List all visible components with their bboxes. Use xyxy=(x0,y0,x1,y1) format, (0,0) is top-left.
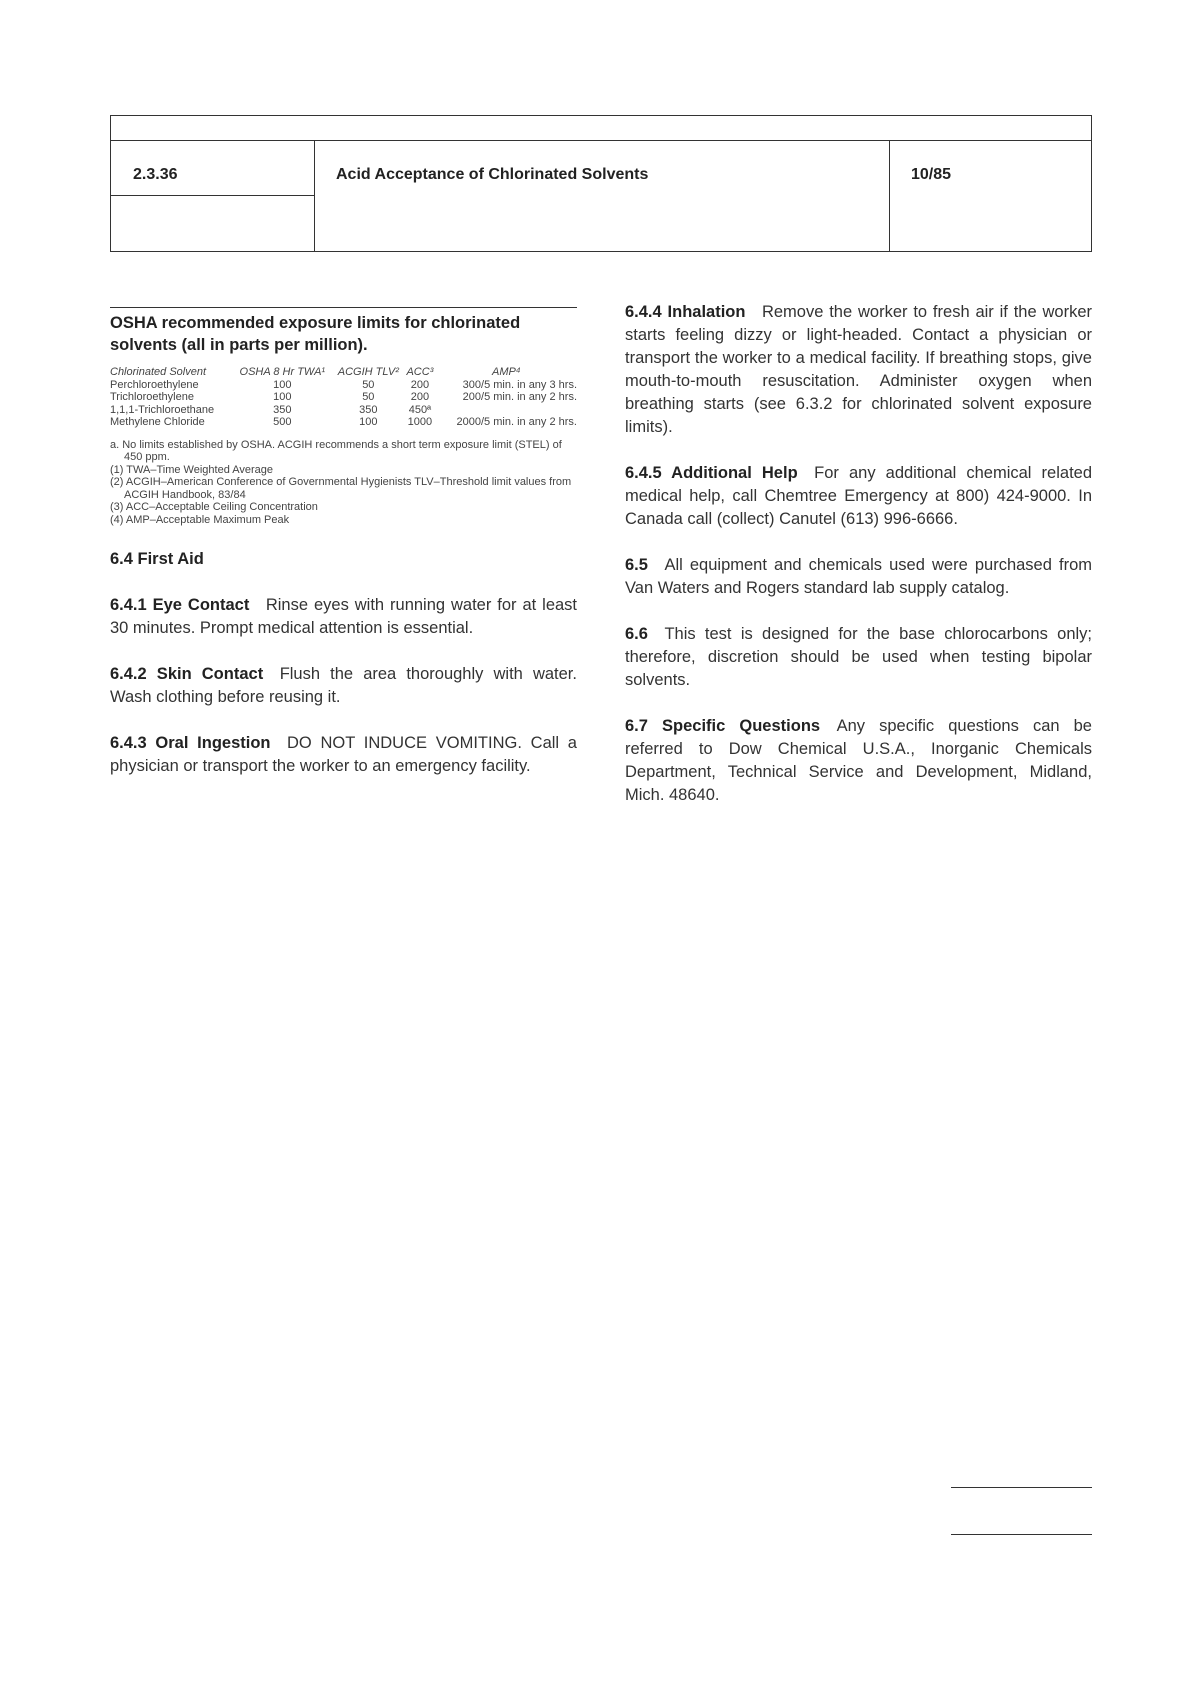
section-number: 2.3.36 xyxy=(133,166,178,183)
section-paragraph xyxy=(625,301,1092,439)
section-text: Flush the area thoroughly with water. Wash clothing before reusing it. xyxy=(110,665,577,706)
table-row xyxy=(110,416,577,429)
right-column xyxy=(625,301,1092,830)
table-cell: 500 xyxy=(273,416,292,428)
table-cell: Trichloroethylene xyxy=(110,391,194,403)
section-paragraph xyxy=(625,554,1092,600)
table-cell: 300/5 min. in any 3 hrs. xyxy=(462,378,577,391)
section-paragraph xyxy=(625,623,1092,692)
section-heading: 6.4.1 Eye Contact xyxy=(110,596,250,614)
table-cell: 350 xyxy=(359,403,378,416)
table-cell: 200 xyxy=(410,378,430,391)
table-cell: 1,1,1-Trichloroethane xyxy=(110,403,215,416)
table-cell: 200/5 min. in any 2 hrs. xyxy=(462,391,577,403)
table-cell: 100 xyxy=(359,416,378,428)
column-header: Chlorinated Solvent xyxy=(110,366,207,378)
table-cell: 50 xyxy=(362,378,375,391)
column-header: ACC³ xyxy=(406,366,434,378)
footnote: (2) ACGIH–American Conference of Governmental Hygienists TLV–Threshold limit values from ACGIH Handbook, 83/84 xyxy=(110,476,572,501)
section-heading: 6.5 xyxy=(625,556,648,574)
table-cell: 1000 xyxy=(407,416,433,428)
table-cell: 100 xyxy=(273,378,292,391)
section-text: All equipment and chemicals used were purchased from Van Waters and Rogers standard lab supply catalog. xyxy=(625,556,1092,597)
table-row xyxy=(110,404,577,417)
section-text: For any additional chemical related medical help, call Chemtree Emergency at 800) 424-9000. In Canada call (collect) Canutel (613) 996-6666. xyxy=(625,464,1093,528)
section-heading: 6.4.3 Oral Ingestion xyxy=(110,734,271,752)
table-cell: 50 xyxy=(362,391,375,403)
table-row xyxy=(110,391,577,404)
left-column xyxy=(110,307,577,801)
section-text: Rinse eyes with running water for at least 30 minutes. Prompt medical attention is essential. xyxy=(110,596,578,637)
table-cell: 100 xyxy=(273,391,292,403)
table-cell: 2000/5 min. in any 2 hrs. xyxy=(456,416,577,428)
footer-rule xyxy=(951,1534,1092,1535)
section-paragraph xyxy=(110,663,577,709)
table-cell: 200 xyxy=(410,391,430,403)
section-heading: 6.6 xyxy=(625,625,648,643)
column-header: OSHA 8 Hr TWA¹ xyxy=(239,366,326,378)
header-box xyxy=(110,115,1092,252)
table-cell: 450ª xyxy=(408,403,432,416)
table-footnotes xyxy=(110,439,577,527)
footnote: a. No limits established by OSHA. ACGIH recommends a short term exposure limit (STEL) of 450 ppm. xyxy=(110,438,562,463)
section-text: This test is designed for the base chlorocarbons only; therefore, discretion should be used when testing bipolar solvents. xyxy=(625,625,1092,689)
table-row xyxy=(110,379,577,392)
section-text: Remove the worker to fresh air if the worker starts feeling dizzy or light-headed. Contact a physician or transport the worker to a medical facility. If breathing stops, give mouth-to-mouth resuscitation. Administer oxygen when breathing starts (see 6.3.2 for chlorinated solvent exposure limits). xyxy=(625,303,1092,436)
table-cell: Methylene Chloride xyxy=(110,416,205,428)
table-cell: Perchloroethylene xyxy=(110,378,199,391)
section-text: DO NOT INDUCE VOMITING. Call a physician or transport the worker to an emergency facility. xyxy=(110,734,577,775)
column-header: ACGIH TLV² xyxy=(337,366,399,378)
section-text: Any specific questions can be referred to Dow Chemical U.S.A., Inorganic Chemicals Department, Technical Service and Development, Midland, Mich. 48640. xyxy=(625,717,1092,804)
column-header: AMP⁴ xyxy=(492,366,521,378)
section-paragraph xyxy=(110,732,577,778)
document-title: Acid Acceptance of Chlorinated Solvents xyxy=(336,166,649,183)
section-paragraph xyxy=(625,462,1092,531)
section-paragraph xyxy=(110,594,577,640)
footnote: (3) ACC–Acceptable Ceiling Concentration xyxy=(110,501,318,513)
table-cell xyxy=(436,404,577,417)
section-heading: 6.4.4 Inhalation xyxy=(625,303,746,321)
table-cell: 350 xyxy=(273,403,292,416)
table-title: OSHA recommended exposure limits for chlorinated solvents (all in parts per million). xyxy=(110,307,577,356)
section-heading: 6.4.2 Skin Contact xyxy=(110,665,264,683)
section-heading: 6.7 Specific Questions xyxy=(625,717,821,735)
document-date: 10/85 xyxy=(911,166,952,183)
footnote: (1) TWA–Time Weighted Average xyxy=(110,463,274,476)
exposure-limits-table xyxy=(110,366,577,429)
section-heading: 6.4 First Aid xyxy=(110,550,204,568)
footer-rule xyxy=(951,1487,1092,1488)
footnote: (4) AMP–Acceptable Maximum Peak xyxy=(110,513,290,526)
section-paragraph xyxy=(625,715,1092,807)
section-heading: 6.4.5 Additional Help xyxy=(625,464,798,482)
